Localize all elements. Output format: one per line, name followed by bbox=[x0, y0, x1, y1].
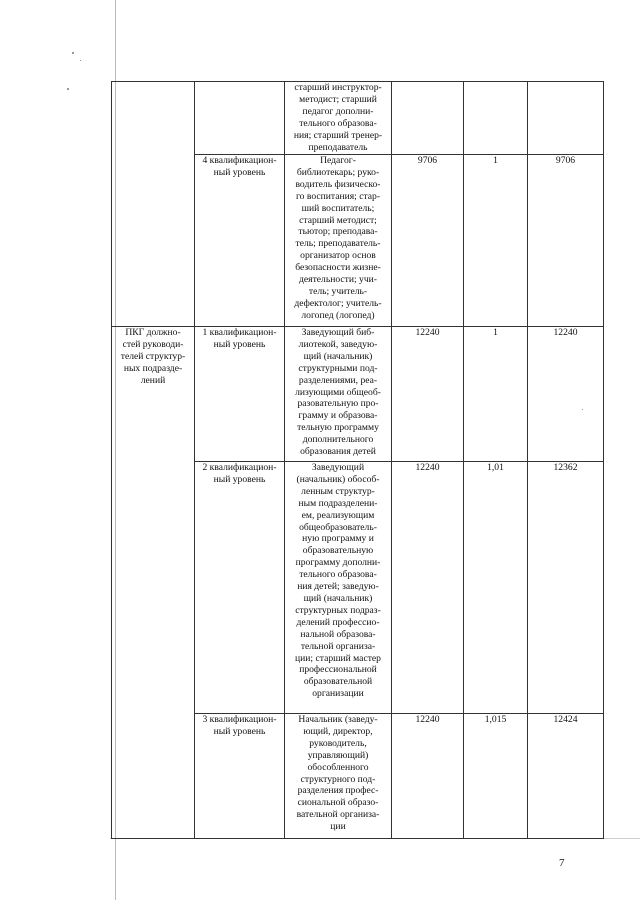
salary-cell: 9706 bbox=[392, 155, 464, 327]
positions-cell: Начальник (заведу- ющий, директор, руководитель, управляющий) обособленного структурного под- разделения профес- сиональной образо- вательной организа- ции bbox=[285, 714, 392, 839]
group-cell bbox=[112, 82, 195, 327]
level-cell: 1 квалификацион- ный уровень bbox=[195, 327, 285, 462]
total-cell: 12240 bbox=[528, 327, 604, 462]
positions-cell: Заведующий (начальник) обособ- ленным структур- ным подразделени- ем, реализующим общеобразователь- ную программу и образовательную программу дополни- тельного образова- ния детей; заведую- щий (начальник) структурных подраз- делений профессио- нальной образова- тельной организа- ции; старший мастер профессиональной образовательной организации bbox=[285, 462, 392, 714]
level-cell: 3 квалификацион- ный уровень bbox=[195, 714, 285, 839]
positions-cell: старший инструктор- методист; старший педагог дополни- тельного образова- ния; старший тренер- преподаватель bbox=[285, 82, 392, 155]
page-number: 7 bbox=[559, 857, 565, 869]
level-cell bbox=[195, 82, 285, 155]
group-cell: ПКГ должно- стей руководи- телей структур- ных подразде- лений bbox=[112, 327, 195, 839]
scan-speck bbox=[80, 60, 81, 61]
coefficient-cell: 1,01 bbox=[464, 462, 528, 714]
salary-cell: 12240 bbox=[392, 714, 464, 839]
total-cell: 12424 bbox=[528, 714, 604, 839]
coefficient-cell: 1 bbox=[464, 327, 528, 462]
coefficient-cell: 1 bbox=[464, 155, 528, 327]
salary-table bbox=[111, 81, 604, 839]
scan-speck bbox=[72, 52, 74, 54]
salary-cell: 12240 bbox=[392, 462, 464, 714]
salary-cell bbox=[392, 82, 464, 155]
level-cell: 4 квалификацион- ный уровень bbox=[195, 155, 285, 327]
total-cell: 12362 bbox=[528, 462, 604, 714]
table-row bbox=[112, 327, 604, 462]
coefficient-cell bbox=[464, 82, 528, 155]
level-cell: 2 квалификацион- ный уровень bbox=[195, 462, 285, 714]
table-row bbox=[112, 82, 604, 155]
salary-cell: 12240 bbox=[392, 327, 464, 462]
total-cell bbox=[528, 82, 604, 155]
positions-cell: Педагог- библиотекарь; руко- водитель физическо- го воспитания; стар- ший воспитатель; старший методист; тьютор; преподава- тель; преподаватель- организатор основ безопасности жизне- деятельности; учи- тель; учитель- дефектолог; учитель- логопед (логопед) bbox=[285, 155, 392, 327]
positions-cell: Заведующий биб- лиотекой, заведую- щий (начальник) структурными под- разделениями, реа- лизующими общеоб- разовательную про- грамму и образова- тельную программу дополнительного образования детей bbox=[285, 327, 392, 462]
scan-speck bbox=[67, 88, 69, 90]
total-cell: 9706 bbox=[528, 155, 604, 327]
coefficient-cell: 1,015 bbox=[464, 714, 528, 839]
